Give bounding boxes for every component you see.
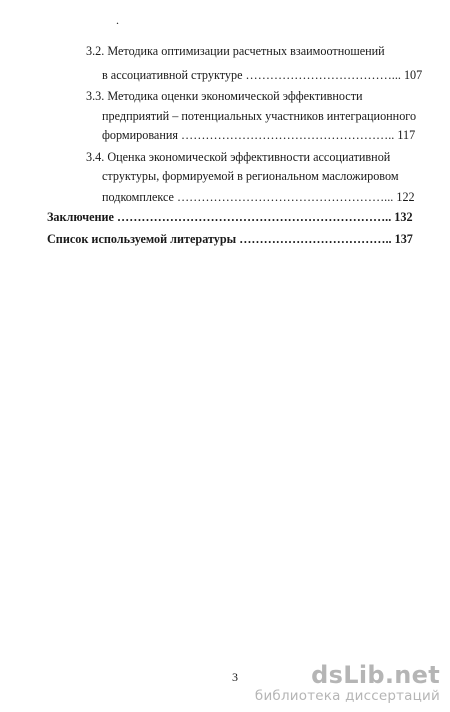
toc-entry-3-4-line-3: подкомплексе ……………………………………………... 122 [102,190,415,204]
toc-entry-3-4-line-2: структуры, формируемой в региональном масложировом [102,169,399,183]
toc-entry-3-3-line-3: формирования …………………………………………….. 117 [102,128,416,142]
toc-entry-3-2-line-2: в ассоциативной структуре ………………………………... 107 [102,68,423,82]
watermark [250,662,440,704]
toc-entry-3-3-line-1: 3.3. Методика оценки экономической эффективности [86,89,363,103]
toc-entry-3-4-line-1: 3.4. Оценка экономической эффективности ассоциативной [86,150,391,164]
top-dot-mark: . [116,13,119,27]
toc-entry-3-3-line-2: предприятий – потенциальных участников интеграционного [102,109,417,123]
toc-entry-3-2-line-1: 3.2. Методика оптимизации расчетных взаимоотношений [86,44,385,58]
watermark-subtitle: библиотека диссертаций [254,688,440,704]
toc-entry-references: Список используемой литературы ……………………………….. 137 [47,232,413,246]
page-number: 3 [232,670,238,684]
toc-entry-conclusion: Заключение ………………………………………………………….. 132 [47,210,413,224]
watermark-logo: dsLib.net [311,661,440,689]
